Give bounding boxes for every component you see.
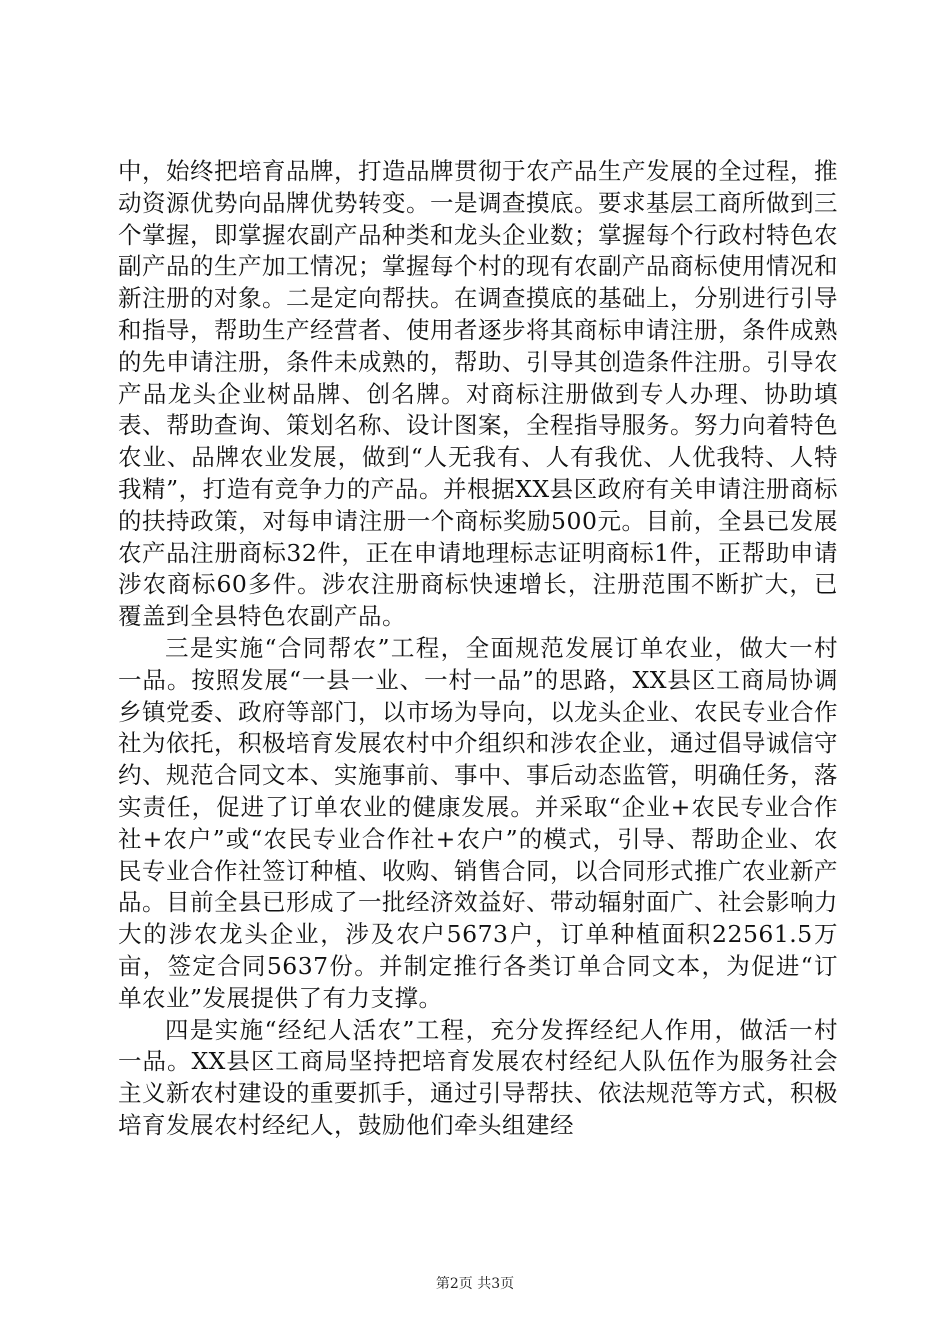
- paragraph-brand-building: 中，始终把培育品牌，打造品牌贯彻于农产品生产发展的全过程，推动资源优势向品牌优势转变。一是调查摸底。要求基层工商所做到三个掌握，即掌握农副产品种类和龙头企业数；掌握每个行政村特色农副产品的生产加工情况；掌握每个村的现有农副产品商标使用情况和新注册的对象。二是定向帮扶。在调查摸底的基础上，分别进行引导和指导，帮助生产经营者、使用者逐步将其商标申请注册，条件成熟的先申请注册，条件未成熟的，帮助、引导其创造条件注册。引导农产品龙头企业树品牌、创名牌。对商标注册做到专人办理、协助填表、帮助查询、策划名称、设计图案，全程指导服务。努力向着特色农业、品牌农业发展，做到“人无我有、人有我优、人优我特、人特我精”，打造有竞争力的产品。并根据XX县区政府有关申请注册商标的扶持政策，对每申请注册一个商标奖励500元。目前，全县已发展农产品注册商标32件，正在申请地理标志证明商标1件，正帮助申请涉农商标60多件。涉农注册商标快速增长，注册范围不断扩大，已覆盖到全县特色农副产品。: [118, 157, 838, 631]
- paragraph-contract-farming: 三是实施“合同帮农”工程，全面规范发展订单农业，做大一村一品。按照发展“一县一业、一村一品”的思路，XX县区工商局协调乡镇党委、政府等部门，以市场为导向，以龙头企业、农民专业合作社为依托，积极培育发展农村中介组织和涉农企业，通过倡导诚信守约、规范合同文本、实施事前、事中、事后动态监管，明确任务，落实责任，促进了订单农业的健康发展。并采取“企业+农民专业合作社+农户”或“农民专业合作社+农户”的模式，引导、帮助企业、农民专业合作社签订种植、收购、销售合同，以合同形式推广农业新产品。目前全县已形成了一批经济效益好、带动辐射面广、社会影响力大的涉农龙头企业，涉及农户5673户，订单种植面积22561.5万亩，签定合同5637份。并制定推行各类订单合同文本，为促进“订单农业”发展提供了有力支撑。: [118, 633, 838, 1012]
- page-footer: 第2页 共3页: [435, 1276, 515, 1292]
- body-text: [118, 156, 838, 1142]
- paragraph-broker-program: 四是实施“经纪人活农”工程，充分发挥经纪人作用，做活一村一品。XX县区工商局坚持把培育发展农村经纪人队伍作为服务社会主义新农村建设的重要抓手，通过引导帮扶、依法规范等方式，积极培育发展农村经纪人，鼓励他们牵头组建经: [118, 1015, 838, 1139]
